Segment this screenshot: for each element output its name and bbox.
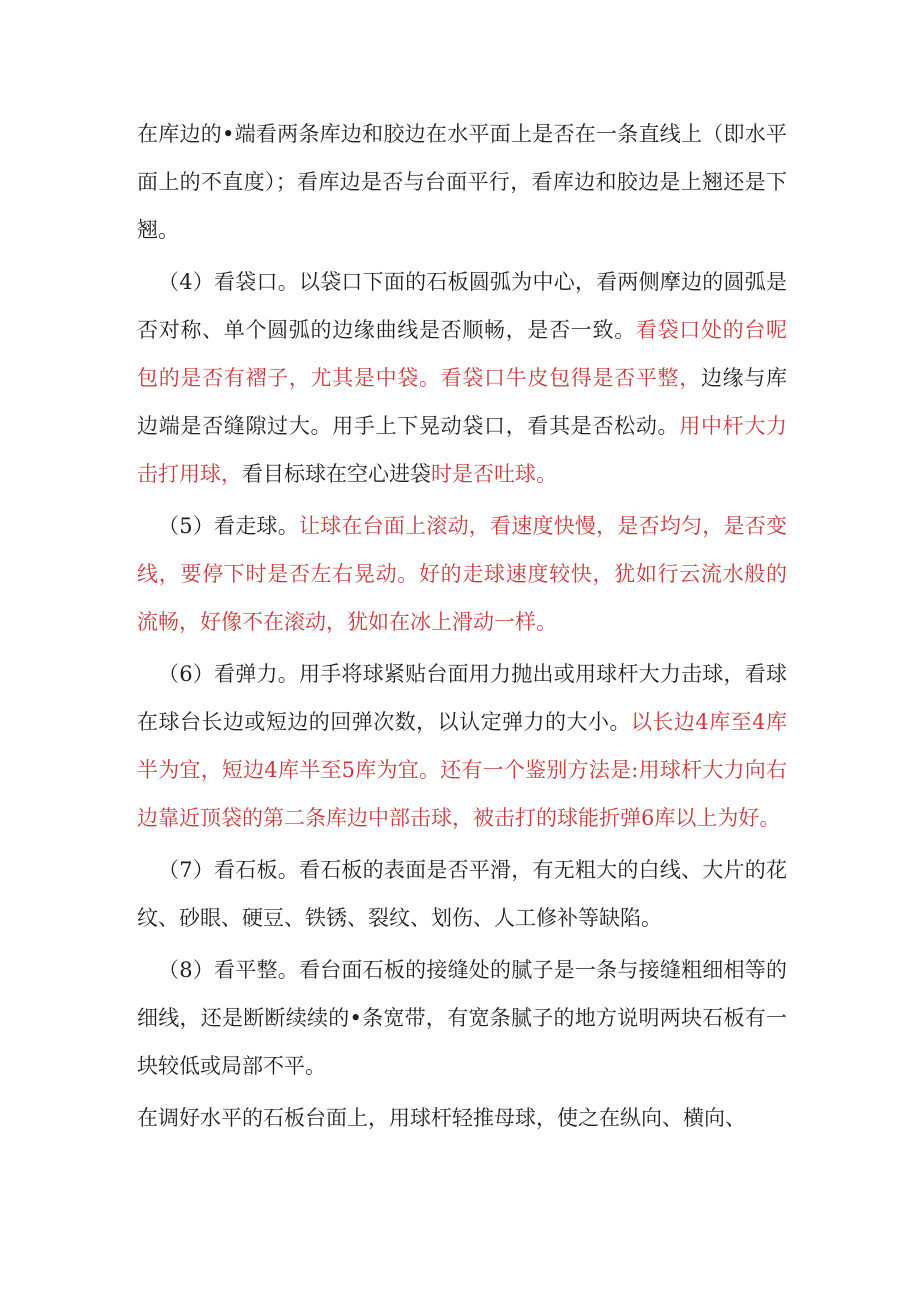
paragraph-4 <box>137 258 787 498</box>
text-run: 边缘与库边端是否缝隙过大。用手上下晃动袋口，看其是否松动。 <box>137 366 788 438</box>
paragraph-7 <box>137 846 787 942</box>
text-run: 在调好水平的石板台面上，用球杆轻推母球，使之在纵向、横向、 <box>137 1106 746 1130</box>
paragraph-6 <box>137 650 787 842</box>
highlighted-text-run: 以长边4库至4库半为宜，短边4库半至5库为宜。还有一个鉴别方法是:用球杆大力向右边靠近顶袋的第二条库边中部击球，被击打的球能折弹6库以上为好。 <box>137 710 787 830</box>
text-run: 在库边的•端看两条库边和胶边在水平面上是否在一条直线上（即水平面上的不直度）；看库边是否与台面平行，看库边和胶边是上翘还是下翘。 <box>137 122 787 242</box>
text-run: （4）看袋口。以袋口下面的石板圆弧为中心，看两侧摩边的圆弧是否对称、单个圆弧的边缘曲线是否顺畅，是否一致。 <box>137 270 787 342</box>
highlighted-text-run: 看袋口处的台呢包的是否有褶子，尤其是中袋。看袋口牛皮包得是否平整， <box>137 318 788 390</box>
paragraph-last <box>137 1094 787 1142</box>
text-run: （5）看走球。 <box>158 514 299 538</box>
highlighted-text-run: 让球在台面上滚动，看速度快慢，是否均匀，是否变线，要停下时是否左右晃动。好的走球速度较快，犹如行云流水般的流畅，好像不在滚动，犹如在冰上滑动一样。 <box>137 514 787 634</box>
document-body <box>137 110 787 1146</box>
paragraph-intro <box>137 110 787 254</box>
paragraph-5 <box>137 502 787 646</box>
text-run: 看目标球在空心进袋 <box>242 462 431 486</box>
highlighted-text-run: 时是否吐球。 <box>431 462 557 486</box>
text-run: （8）看平整。看台面石板的接缝处的腻子是一条与接缝粗细相等的细线，还是断断续续的•条宽带，有宽条腻子的地方说明两块石板有一块较低或局部不平。 <box>137 958 787 1078</box>
text-run: （6）看弹力。用手将球紧贴台面用力抛出或用球杆大力击球，看球在球台长边或短边的回弹次数，以认定弹力的大小。 <box>137 662 787 734</box>
highlighted-text-run: 用中杆大力击打用球， <box>137 414 788 486</box>
text-run: （7）看石板。看石板的表面是否平滑，有无粗大的白线、大片的花纹、砂眼、硬豆、铁锈、裂纹、划伤、人工修补等缺陷。 <box>137 858 787 930</box>
paragraph-8 <box>137 946 787 1090</box>
